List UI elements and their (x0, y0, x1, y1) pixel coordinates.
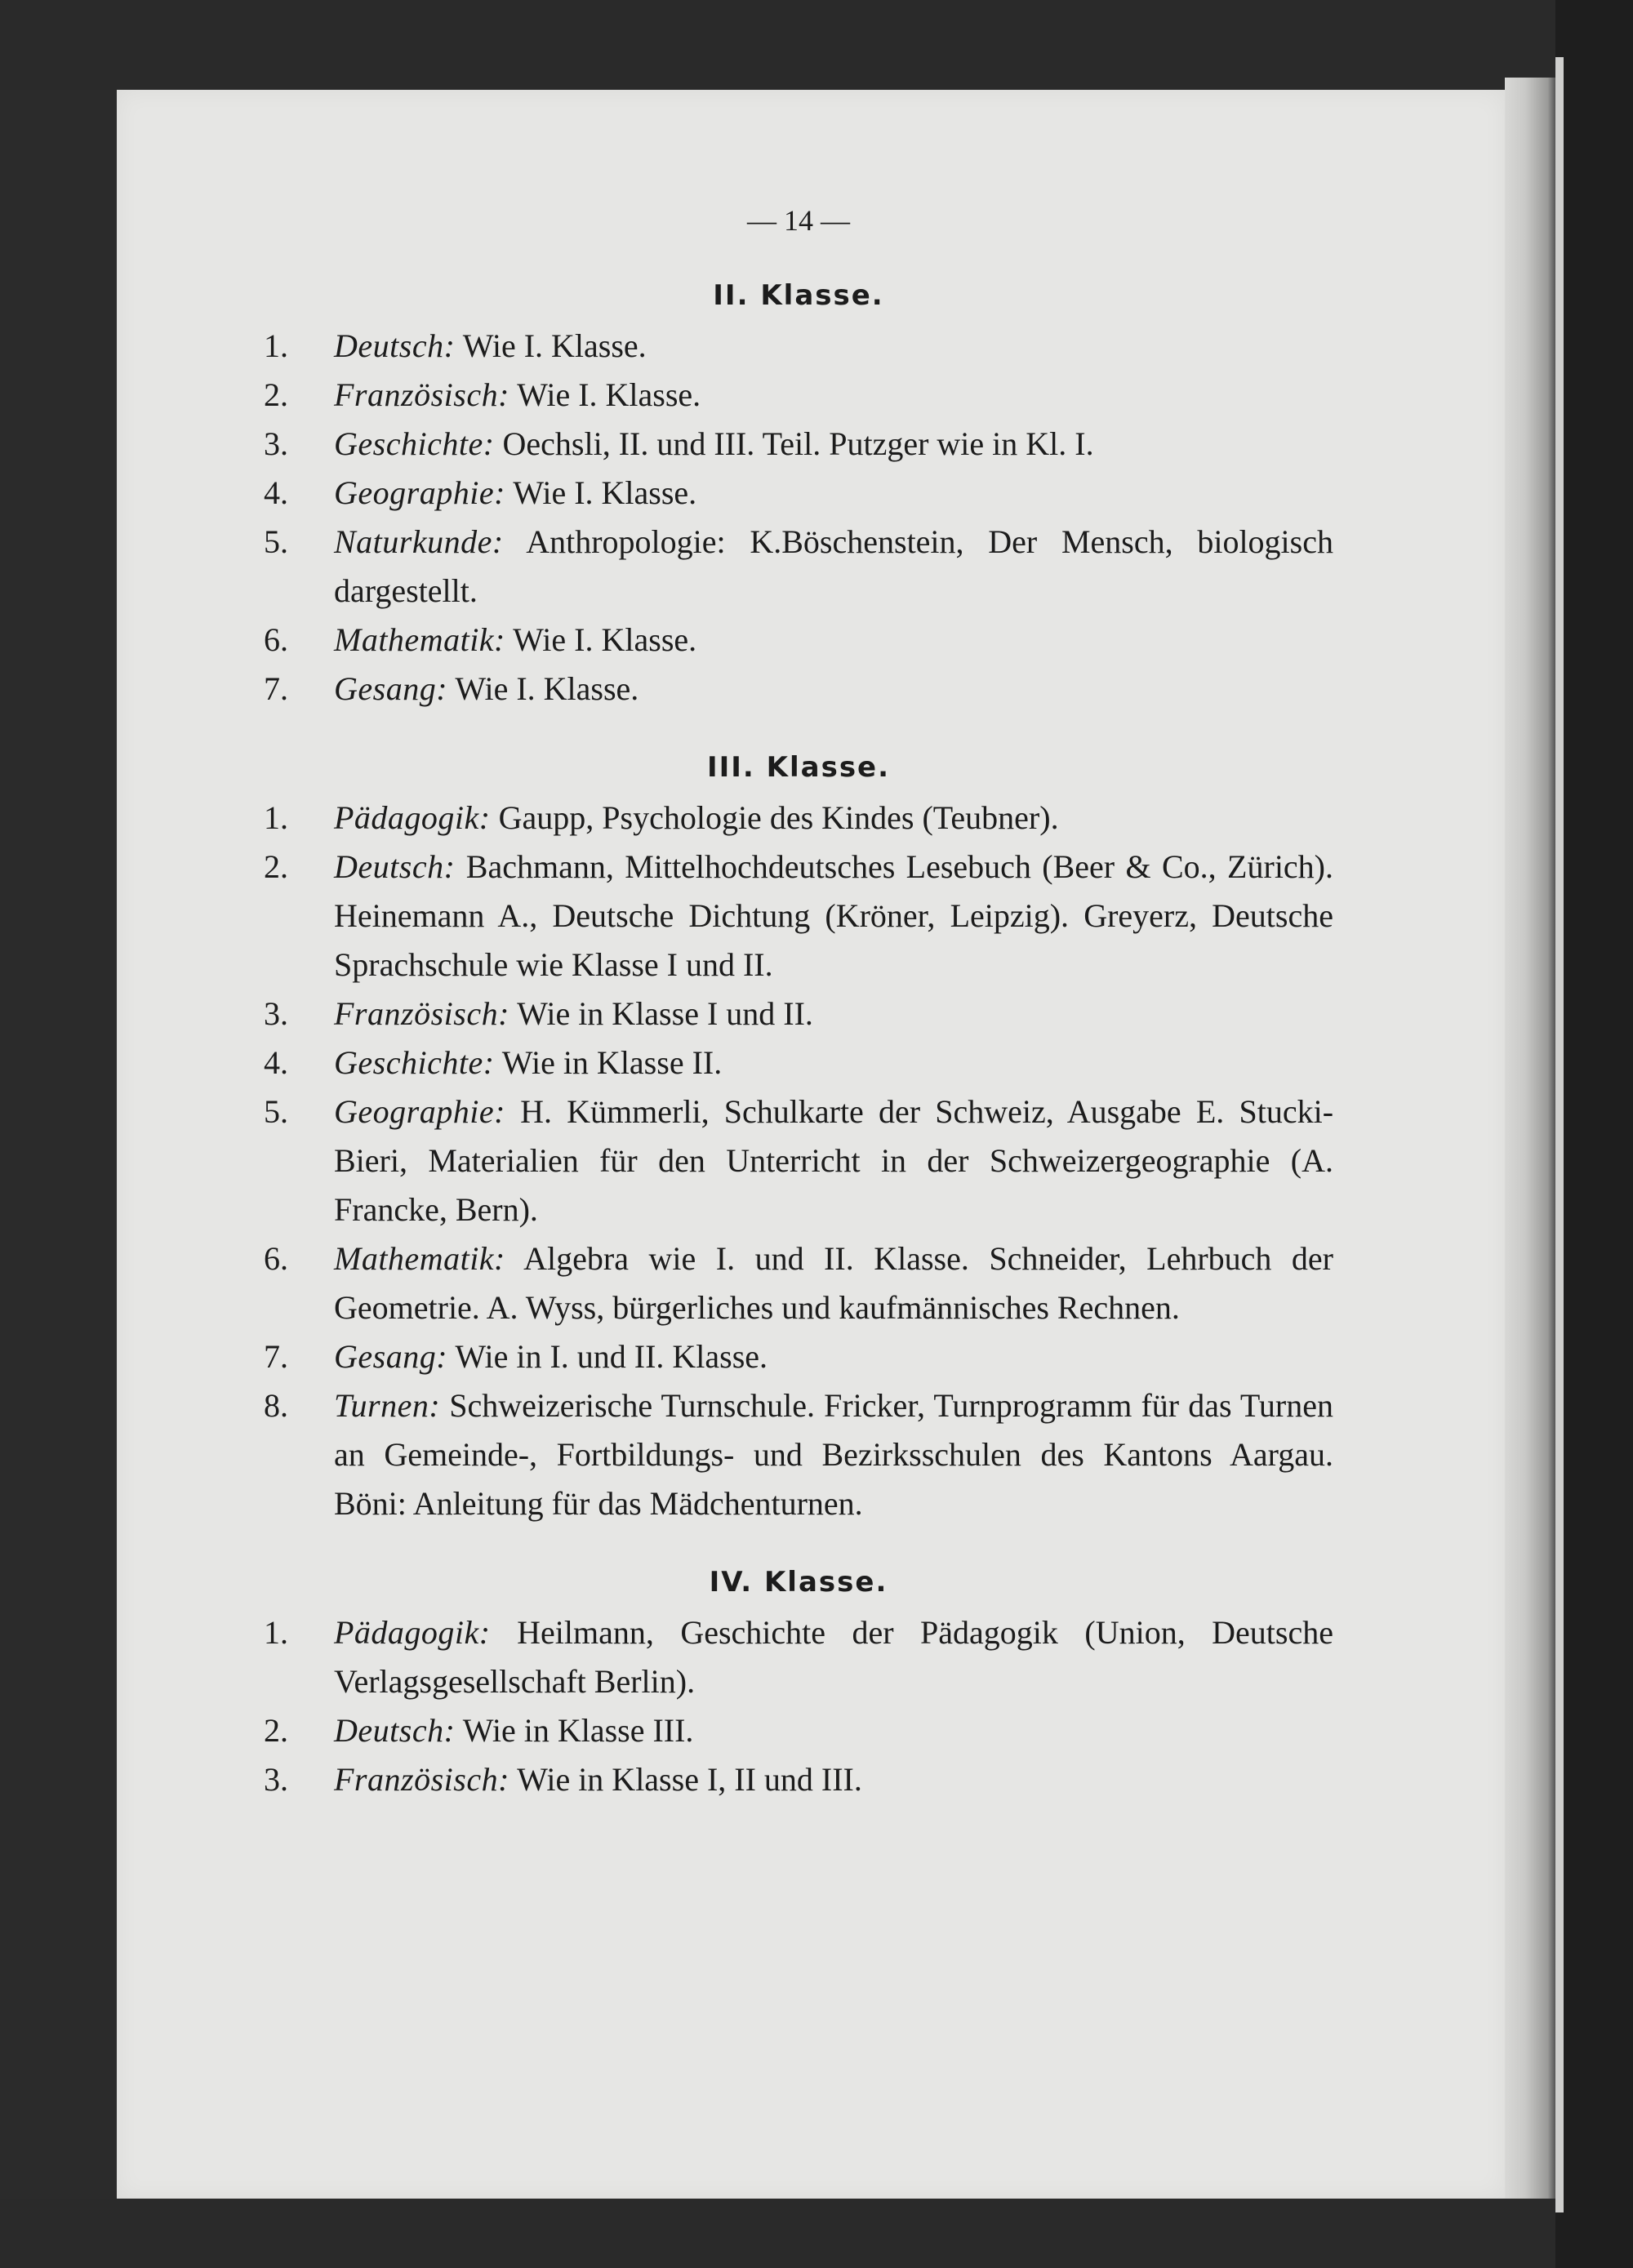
section-title-klasse-2: II. Klasse. (713, 279, 884, 312)
item-text: Wie I. Klasse. (513, 474, 697, 511)
item-text: Wie I. Klasse. (517, 376, 701, 413)
section-list-klasse-3 (264, 794, 1333, 1528)
item-text: Wie in Klasse III. (462, 1712, 694, 1749)
item-subject: Naturkunde: (334, 523, 504, 560)
item-number: 4. (264, 474, 288, 511)
item-subject: Französisch: (334, 1761, 509, 1798)
item-subject: Französisch: (334, 995, 509, 1032)
item-number: 7. (264, 1338, 288, 1375)
item-number: 8. (264, 1387, 288, 1424)
section-list-klasse-2 (264, 322, 1333, 714)
item-subject: Geographie: (334, 1093, 505, 1130)
list-item (264, 1706, 1333, 1755)
item-text: Anthropologie: K.Böschenstein, Der Mensch, biologisch dargestellt. (334, 523, 1333, 609)
next-page-edge (1555, 57, 1564, 2212)
item-subject: Gesang: (334, 1338, 448, 1375)
item-subject: Gesang: (334, 670, 448, 707)
list-item (264, 1234, 1333, 1332)
item-number: 2. (264, 376, 288, 413)
item-text: Algebra wie I. und II. Klasse. Schneider, Lehrbuch der Geometrie. A. Wyss, bürgerliches und kaufmännisches Rechnen. (334, 1240, 1334, 1326)
item-subject: Deutsch: (334, 327, 456, 364)
item-subject: Mathematik: (334, 621, 505, 658)
item-text: Wie in I. und II. Klasse. (455, 1338, 768, 1375)
item-text: Schweizerische Turnschule. Fricker, Turnprogramm für das Turnen an Gemeinde-, Fortbildungs- und Bezirksschulen des Kantons Aargau. Böni: Anleitung für das Mädchenturnen. (334, 1387, 1334, 1522)
page-content (264, 196, 1333, 1804)
item-number: 5. (264, 523, 288, 560)
page-gutter (1505, 78, 1555, 2199)
item-number: 1. (264, 1614, 288, 1651)
item-subject: Pädagogik: (334, 799, 491, 836)
item-text: Heilmann, Geschichte der Pädagogik (Union, Deutsche Verlagsgesellschaft Berlin). (334, 1614, 1333, 1700)
scan-background-top (0, 0, 1633, 90)
list-item (264, 1755, 1333, 1804)
item-subject: Deutsch: (334, 1712, 456, 1749)
list-item (264, 989, 1333, 1038)
item-subject: Geschichte: (334, 425, 495, 462)
item-subject: Geographie: (334, 474, 505, 511)
list-item (264, 616, 1333, 665)
list-item (264, 469, 1333, 518)
item-text: H. Kümmerli, Schulkarte der Schweiz, Ausgabe E. Stucki- Bieri, Materialien für den Unterricht in der Schweizergeographie (A. Francke, Bern). (334, 1093, 1334, 1228)
item-number: 2. (264, 1712, 288, 1749)
list-item (264, 1608, 1333, 1706)
item-subject: Turnen: (334, 1387, 441, 1424)
list-item (264, 518, 1333, 616)
item-number: 4. (264, 1044, 288, 1081)
item-text: Wie in Klasse II. (501, 1044, 723, 1081)
item-number: 6. (264, 1240, 288, 1277)
item-text: Oechsli, II. und III. Teil. Putzger wie in Kl. I. (502, 425, 1094, 462)
list-item (264, 420, 1333, 469)
item-number: 2. (264, 848, 288, 885)
section-title-klasse-4: IV. Klasse. (709, 1566, 888, 1599)
item-subject: Deutsch: (334, 848, 456, 885)
item-text: Wie in Klasse I, II und III. (517, 1761, 862, 1798)
section-title-klasse-3: III. Klasse. (706, 751, 891, 784)
scan-background-right (1555, 0, 1633, 2268)
item-number: 6. (264, 621, 288, 658)
item-number: 3. (264, 425, 288, 462)
list-item (264, 1038, 1333, 1087)
item-text: Wie in Klasse I und II. (517, 995, 813, 1032)
item-number: 3. (264, 1761, 288, 1798)
list-item (264, 1087, 1333, 1234)
list-item (264, 665, 1333, 714)
list-item (264, 322, 1333, 371)
item-text: Wie I. Klasse. (462, 327, 647, 364)
item-subject: Mathematik: (334, 1240, 505, 1277)
item-number: 1. (264, 799, 288, 836)
item-number: 7. (264, 670, 288, 707)
item-number: 3. (264, 995, 288, 1032)
list-item (264, 843, 1333, 989)
item-number: 5. (264, 1093, 288, 1130)
list-item (264, 371, 1333, 420)
page-number: — 14 — (747, 204, 850, 237)
section-list-klasse-4 (264, 1608, 1333, 1804)
scan-background-bottom (0, 2199, 1633, 2268)
list-item (264, 1332, 1333, 1381)
item-subject: Französisch: (334, 376, 509, 413)
item-text: Wie I. Klasse. (455, 670, 639, 707)
item-number: 1. (264, 327, 288, 364)
item-subject: Pädagogik: (334, 1614, 491, 1651)
item-text: Bachmann, Mittelhochdeutsches Lesebuch (Beer & Co., Zürich). Heinemann A., Deutsche Dichtung (Kröner, Leipzig). Greyerz, Deutsche Sprachschule wie Klasse I und II. (334, 848, 1334, 983)
item-subject: Geschichte: (334, 1044, 495, 1081)
list-item (264, 1381, 1333, 1528)
item-text: Gaupp, Psychologie des Kindes (Teubner). (498, 799, 1059, 836)
list-item (264, 794, 1333, 843)
item-text: Wie I. Klasse. (513, 621, 697, 658)
